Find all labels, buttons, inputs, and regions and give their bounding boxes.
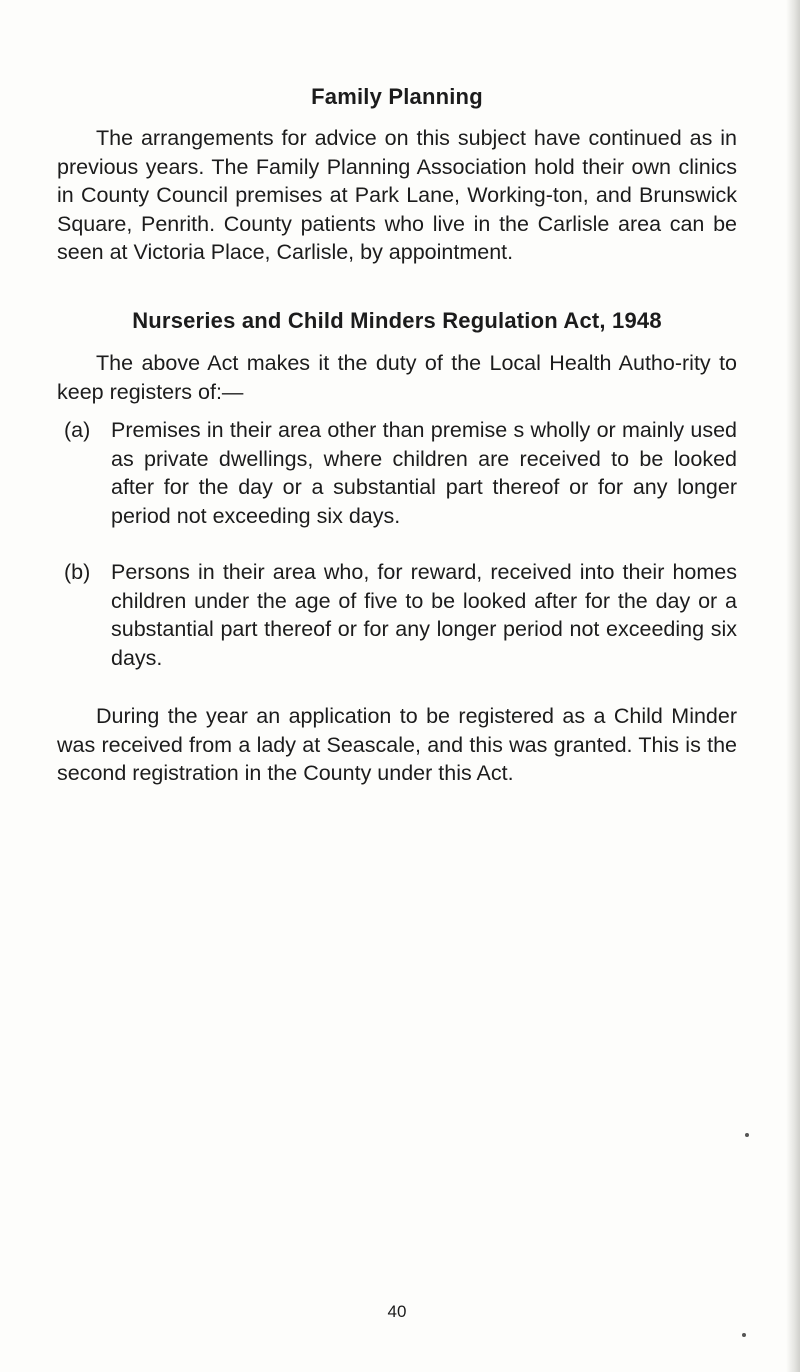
closing-paragraph: During the year an application to be registered as a Child Minder was received from a lady at Seascale, and this was granted. This is the second registration in the County under this Act. — [57, 704, 737, 786]
list-item-label: (b) — [64, 560, 91, 584]
list-item-b — [57, 558, 737, 672]
list-item-label: (a) — [64, 418, 91, 442]
page-edge-shadow — [786, 0, 800, 1372]
family-planning-paragraph: The arrangements for advice on this subject have continued as in previous years. The Family Planning Association hold their own clinics in County Council premises at Park Lane, Working-ton, and Brunswick Square, Penrith. County patients who live in the Carlisle area can be seen at Victoria Place, Carlisle, by appointment. — [57, 126, 737, 265]
nurseries-act-heading: Nurseries and Child Minders Regulation Act, 1948 — [132, 308, 662, 333]
nurseries-act-intro: The above Act makes it the duty of the Local Health Autho-rity to keep registers of:— — [57, 351, 737, 404]
list-item-text: Premises in their area other than premise s wholly or mainly used as private dwellings, where children are received to be looked after for the day or a substantial part thereof or for any longer period not exceeding six days. — [111, 418, 737, 528]
list-item-text: Persons in their area who, for reward, received into their homes children under the age of five to be looked after for the day or a substantial part thereof or for any longer period not exceeding six days. — [111, 560, 737, 670]
paper-speck — [742, 1333, 746, 1337]
family-planning-heading: Family Planning — [311, 84, 483, 109]
paper-speck — [745, 1133, 749, 1137]
list-item-a — [57, 416, 737, 530]
page-number: 40 — [387, 1302, 407, 1321]
